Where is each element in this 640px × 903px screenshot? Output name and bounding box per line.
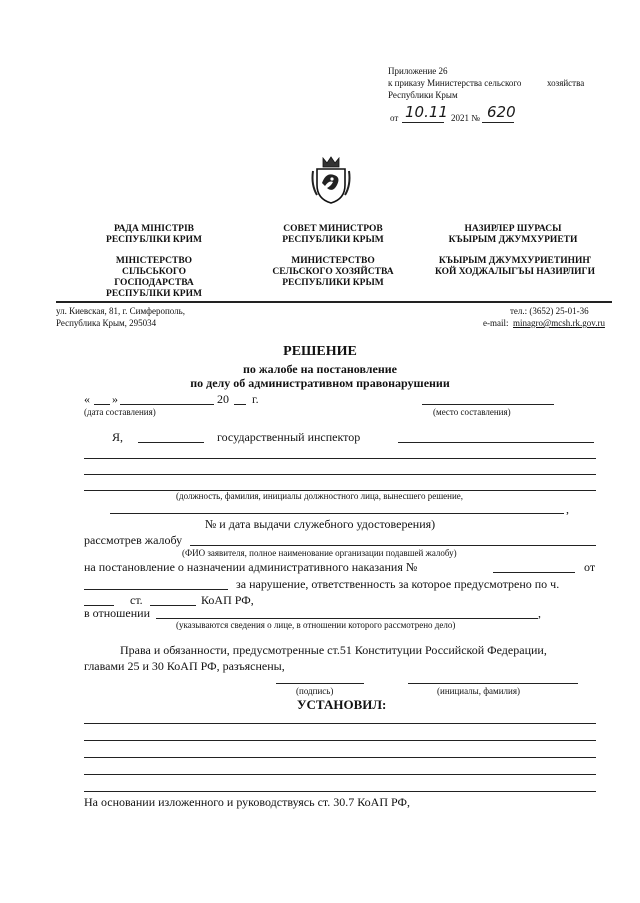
date-month-line[interactable] — [120, 404, 214, 405]
person-caption: (указываются сведения о лице, в отношении которого рассмотрено дело) — [176, 620, 456, 630]
annex-line-3: Республики Крым — [388, 90, 458, 100]
decree-number-line[interactable] — [493, 572, 575, 573]
established-line-1[interactable] — [84, 723, 596, 724]
annex-date-prefix: от — [390, 113, 399, 123]
article-line[interactable] — [150, 605, 196, 606]
established-heading: УСТАНОВИЛ: — [297, 697, 387, 712]
established-line-5[interactable] — [84, 791, 596, 792]
date-year-prefix: 20 — [217, 392, 229, 406]
crimea-coat-of-arms-icon — [309, 155, 353, 205]
initials-line[interactable] — [408, 683, 578, 684]
phone: тел.: (3652) 25-01-36 — [510, 306, 589, 316]
decree-date-line[interactable] — [84, 589, 228, 590]
applicant-line[interactable] — [190, 545, 596, 546]
document-subtitle-1: по жалобе на постановление — [243, 362, 397, 376]
email-label: e-mail: — [483, 318, 509, 328]
header-middle-government: СОВЕТ МИНИСТРОВ РЕСПУБЛИКИ КРЫМ — [282, 224, 384, 245]
ya-label: Я, — [112, 430, 124, 444]
document-title: РЕШЕНИЕ — [283, 344, 357, 359]
header-left-ministry: МІНІСТЕРСТВО СІЛЬСЬКОГО ГОСПОДАРСТВА РЕСПУБЛІКИ КРИМ — [106, 256, 202, 299]
email-link[interactable]: minagro@mcsh.rk.gov.ru — [513, 318, 605, 328]
annex-line-1: Приложение 26 — [388, 66, 448, 76]
header-right-government: НАЗИРЛЕР ШУРАСЫ КЪЫРЫМ ДЖУМХУРИЕТИ — [448, 224, 578, 245]
date-close-quote: » — [112, 392, 118, 406]
address-line-2: Республика Крым, 295034 — [56, 318, 157, 328]
fill-line-1[interactable] — [84, 458, 596, 459]
violation-label: за нарушение, ответственность за которое предусмотрено по ч. — [236, 577, 560, 591]
signature-line[interactable] — [276, 683, 364, 684]
on-decree-label: на постановление о назначении административного наказания № — [84, 560, 418, 574]
date-caption: (дата составления) — [84, 407, 156, 417]
annex-date-line — [402, 122, 444, 123]
basis-text: На основании изложенного и руководствуясь ст. 30.7 КоАП РФ, — [84, 795, 410, 809]
annex-date-handwritten: 10.11 — [405, 103, 448, 121]
established-line-4[interactable] — [84, 774, 596, 775]
reviewed-label: рассмотрев жалобу — [84, 533, 183, 547]
comma-2: , — [538, 606, 541, 620]
koap-label: КоАП РФ, — [201, 593, 254, 607]
date-day-line[interactable] — [94, 404, 110, 405]
regarding-label: в отношении — [84, 606, 151, 620]
position-caption: (должность, фамилия, инициалы должностного лица, вынесшего решение, — [176, 491, 464, 501]
date-year-line[interactable] — [234, 404, 246, 405]
header-divider — [56, 301, 612, 303]
inspector-prefix-line[interactable] — [138, 442, 204, 443]
applicant-caption: (ФИО заявителя, полное наименование организации подавшей жалобу) — [182, 548, 457, 558]
fill-line-4[interactable] — [110, 513, 564, 514]
annex-number-handwritten: 620 — [487, 103, 516, 121]
established-line-2[interactable] — [84, 740, 596, 741]
place-line[interactable] — [422, 404, 554, 405]
date-year-suffix: г. — [252, 392, 259, 406]
signature-caption: (подпись) — [296, 686, 334, 696]
annex-line-2b: хозяйства — [547, 78, 585, 88]
certificate-caption: № и дата выдачи служебного удостоверения) — [204, 517, 436, 531]
annex-year: 2021 № — [451, 113, 480, 123]
established-line-3[interactable] — [84, 757, 596, 758]
fill-line-2[interactable] — [84, 474, 596, 475]
comma: , — [566, 502, 569, 516]
header-middle-ministry: МИНИСТЕРСТВО СЕЛЬСКОГО ХОЗЯЙСТВА РЕСПУБЛИКИ КРЫМ — [272, 256, 394, 288]
rights-line-2: главами 25 и 30 КоАП РФ, разъяснены, — [84, 659, 285, 673]
date-open-quote: « — [84, 392, 90, 406]
inspector-name-line[interactable] — [398, 442, 594, 443]
rights-line-1: Права и обязанности, предусмотренные ст.51 Конституции Российской Федерации, — [120, 643, 547, 657]
header-right-ministry: КЪЫРЫМ ДЖУМХУРИЕТИНИҤ КОЙ ХОДЖАЛЫГЪЫ НАЗИРЛИГИ — [434, 256, 595, 277]
place-caption: (место составления) — [433, 407, 511, 417]
annex-line-2a: к приказу Министерства сельского — [388, 78, 522, 88]
initials-caption: (инициалы, фамилия) — [437, 686, 520, 696]
header-left-government: РАДА МІНІСТРІВ РЕСПУБЛІКИ КРИМ — [106, 224, 202, 245]
from-label: от — [584, 560, 596, 574]
address-line-1: ул. Киевская, 81, г. Симферополь, — [56, 306, 186, 316]
article-label: ст. — [130, 593, 143, 607]
inspector-label: государственный инспектор — [217, 430, 361, 444]
document-subtitle-2: по делу об административном правонарушении — [190, 376, 450, 390]
annex-number-line — [482, 122, 514, 123]
person-line[interactable] — [156, 618, 538, 619]
